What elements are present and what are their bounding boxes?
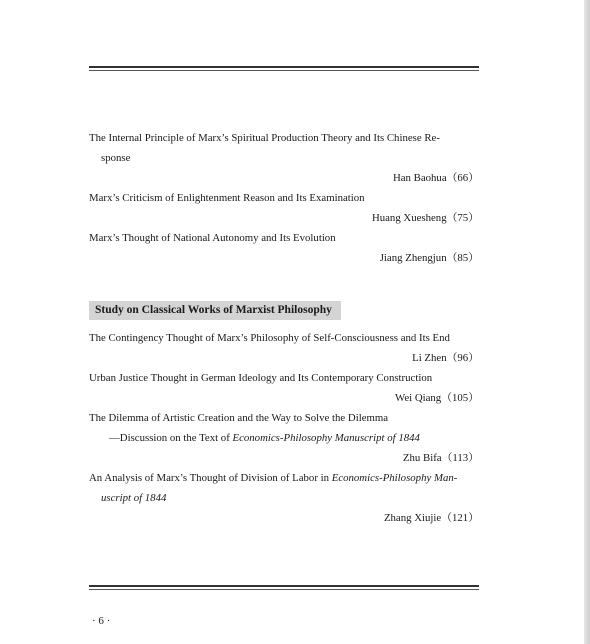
toc-entry-author: Jiang Zhengjun（85） — [379, 252, 479, 264]
toc-entry-title: The Dilemma of Artistic Creation and the Way to Solve the Dilemma — [89, 412, 389, 424]
toc-entry-title: The Internal Principle of Marx’s Spiritual Production Theory and Its Chinese Re- — [89, 132, 440, 144]
subtitle-prefix: —Discussion on the Text of — [109, 432, 233, 444]
toc-entry-author: Han Baohua（66） — [392, 172, 479, 184]
toc-entry-title-continued: sponse — [101, 152, 131, 164]
toc-entry-title — [89, 471, 479, 485]
toc-entry-author: Huang Xuesheng（75） — [371, 212, 479, 224]
title-prefix: An Analysis of Marx’s Thought of Division of Labor in — [89, 472, 332, 484]
toc-entry-title: Marx’s Thought of National Autonomy and Its Evolution — [89, 232, 336, 244]
toc-entry-subtitle — [109, 431, 479, 445]
title-book-title: Economics-Philosophy Man- — [331, 472, 458, 484]
page-edge-shadow — [584, 0, 590, 644]
section-title: Study on Classical Works of Marxist Philosophy — [95, 304, 332, 316]
header-double-rule — [89, 66, 479, 71]
toc-entry-author: Li Zhen（96） — [412, 352, 479, 364]
toc-entry-title: The Contingency Thought of Marx’s Philosophy of Self-Consciousness and Its End — [89, 332, 450, 344]
footer-double-rule — [89, 585, 479, 590]
toc-entry-title-continued: uscript of 1844 — [101, 492, 167, 504]
section-header — [89, 301, 341, 320]
toc-entry-author: Wei Qiang（105） — [395, 392, 479, 404]
subtitle-book-title: Economics-Philosophy Manuscript of 1844 — [232, 432, 420, 444]
toc-entry-title: Urban Justice Thought in German Ideology and Its Contemporary Construction — [89, 372, 433, 384]
toc-entry-author: Zhu Bifa（113） — [402, 452, 479, 464]
page-number: · 6 · — [92, 615, 111, 627]
toc-entry-author: Zhang Xiujie（121） — [383, 512, 479, 524]
toc-entry-title: Marx’s Criticism of Enlightenment Reason and Its Examination — [89, 192, 365, 204]
